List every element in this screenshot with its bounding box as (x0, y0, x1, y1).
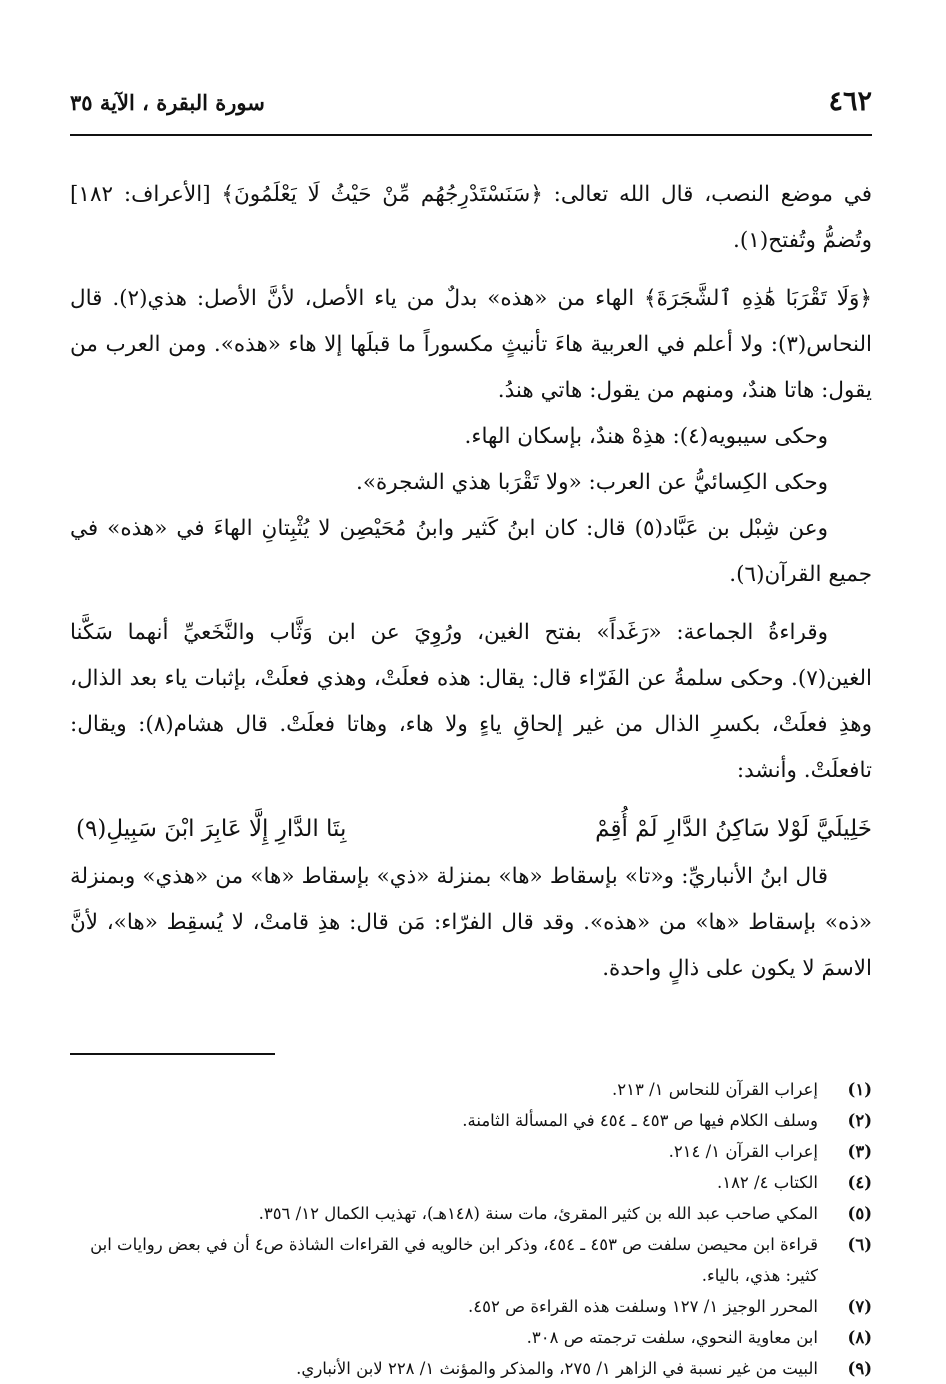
footnote (70, 1167, 872, 1198)
footnote-text: وسلف الكلام فيها ص ٤٥٣ ـ ٤٥٤ في المسألة الثامنة. (462, 1111, 818, 1130)
paragraph: وقراءةُ الجماعة: «رَغَداً» بفتح الغين، ورُوِيَ عن ابن وَثَّاب والنَّخَعيِّ أنهما سَكَّنا الغين(٧). وحكى سلمةُ عن الفَرّاء قال: يقال: هذه فعلَتْ، وهذي فعلَتْ، بإثبات ياء بعد الذال، وهذِ فعلَتْ، بكسرِ الذال من غير إلحاقِ ياءٍ ولا هاء، وهاتا فعلَتْ. قال هشام(٨): ويقال: تافعلَتْ. وأنشد: (70, 620, 872, 783)
book-page (70, 82, 872, 1378)
poetry-verse (70, 804, 872, 854)
paragraph: قال ابنُ الأنباريِّ: و«تا» بإسقاط «ها» بمنزلة «ذي» بإسقاط «ها» من «هذي» وبمنزلة «ذه» بإسقاط «ها» من «هذه». وقد قال الفرّاء: مَن قال: هذِ قامتْ، لا يُسقِط «ها»، لأنَّ الاسمَ لا يكون على ذالٍ واحدة. (70, 864, 872, 981)
page-number: ٤٦٢ (828, 86, 872, 117)
main-text (70, 172, 872, 992)
paragraph: ﴿وَلَا تَقْرَبَا هَٰذِهِ ٱلشَّجَرَةَ﴾ الهاء من «هذه» بدلٌ من ياء الأصل، لأنَّ الأصل: هذي(٢). قال النحاس(٣): ولا أعلم في العربية هاءَ تأنيثٍ مكسوراً ما قبلَها إلا هاء «هذه». ومن العرب من يقول: هاتا هندٌ، ومنهم من يقول: هاتي هندُ. (70, 286, 872, 403)
footnote-number: (٣) (847, 1142, 872, 1161)
footnote (70, 1322, 872, 1353)
footnote-text: المكي صاحب عبد الله بن كثير المقرئ، مات سنة (١٤٨هـ)، تهذيب الكمال ١٢/ ٣٥٦. (258, 1204, 818, 1223)
verse-first-hemistich: خَلِيلَيَّ لَوْلا سَاكِنُ الدَّارِ لَمْ أُقِمْ (595, 816, 872, 842)
footnote (70, 1353, 872, 1384)
footnote-number: (٩) (847, 1359, 872, 1378)
footnotes (70, 1074, 872, 1384)
footnote (70, 1136, 872, 1167)
footnote-text: إعراب القرآن ١/ ٢١٤. (668, 1142, 818, 1161)
footnote-number: (٦) (847, 1235, 872, 1254)
footnote-divider (70, 1053, 275, 1055)
footnote-text: الكتاب ٤/ ١٨٢. (716, 1173, 818, 1192)
footnote-text: إعراب القرآن للنحاس ١/ ٢١٣. (612, 1080, 818, 1099)
running-title: سورة البقرة ، الآية ٣٥ (70, 90, 265, 115)
footnote-number: (١) (847, 1080, 872, 1099)
footnote-number: (٧) (847, 1297, 872, 1316)
footnote-number: (٨) (847, 1328, 872, 1347)
footnote-text: البيت من غير نسبة في الزاهر ١/ ٢٧٥، والمذكر والمؤنث ١/ ٢٢٨ لابن الأنباري. (296, 1359, 818, 1378)
footnote-number: (٢) (847, 1111, 872, 1130)
footnote (70, 1198, 872, 1229)
footnote (70, 1105, 872, 1136)
paragraph: وحكى سيبويه(٤): هذِهْ هندٌ، بإسكان الهاء. (464, 424, 828, 449)
footnote-text: ابن معاوية النحوي، سلفت ترجمته ص ٣٠٨. (526, 1328, 818, 1347)
footnote (70, 1229, 872, 1291)
footnote-number: (٤) (847, 1173, 872, 1192)
verse-second-hemistich: بِتَا الدَّارِ إِلَّا عَابِرَ ابْنَ سَبِيلِ(٩) (76, 816, 347, 842)
footnote (70, 1291, 872, 1322)
paragraph: وحكى الكِسائيُّ عن العرب: «ولا تَقْرَبا هذي الشجرة». (356, 470, 828, 495)
page-header (70, 82, 872, 136)
paragraph: في موضع النصب، قال الله تعالى: ﴿سَنَسْتَدْرِجُهُم مِّنْ حَيْثُ لَا يَعْلَمُونَ﴾ [الأعراف: ١٨٢] وتُضمُّ وتُفتح(١). (70, 182, 872, 253)
footnote-text: قراءة ابن محيصن سلفت ص ٤٥٣ ـ ٤٥٤، وذكر ابن خالويه في القراءات الشاذة ص٤ أن في بعض روايات ابن كثير: هذي، بالياء. (90, 1235, 818, 1285)
footnote-text: المحرر الوجيز ١/ ١٢٧ وسلفت هذه القراءة ص ٤٥٢. (468, 1297, 818, 1316)
paragraph: وعن شِبْل بن عَبَّاد(٥) قال: كان ابنُ كَثير وابنُ مُحَيْصِن لا يُثْبِتانِ الهاءَ في «هذه» في جميع القرآن(٦). (70, 516, 872, 587)
footnote (70, 1074, 872, 1105)
footnote-number: (٥) (847, 1204, 872, 1223)
